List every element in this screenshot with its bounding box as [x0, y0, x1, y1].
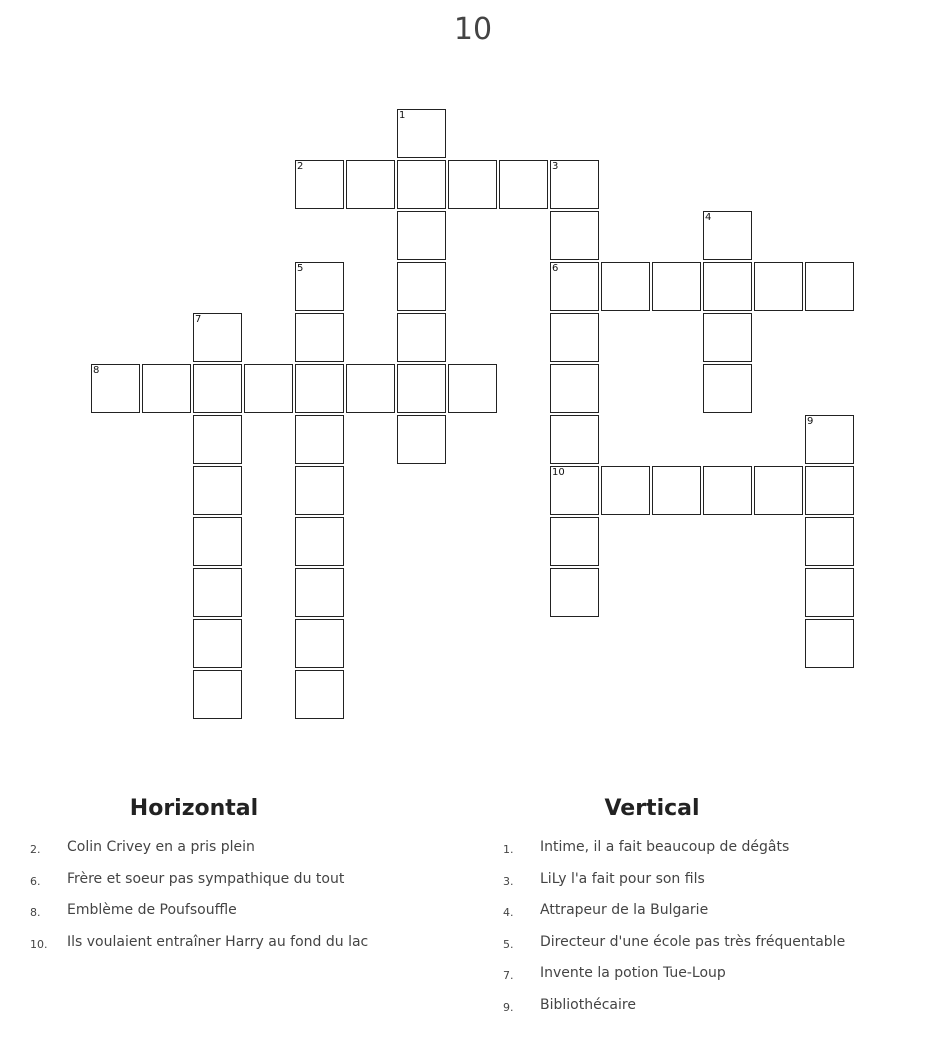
grid-cell[interactable]: [295, 517, 344, 566]
grid-cell[interactable]: [805, 262, 854, 311]
clue-number-label: 1: [399, 110, 406, 121]
clue-number: 3.: [503, 874, 514, 888]
grid-cell[interactable]: [397, 313, 446, 362]
clue-number-label: 10: [552, 467, 565, 478]
clue-number: 6.: [30, 874, 41, 888]
clue-text: Emblème de Poufsouffle: [67, 902, 237, 918]
grid-cell[interactable]: [346, 160, 395, 209]
clue-number-label: 2: [297, 161, 304, 172]
clue-text: LiLy l'a fait pour son fils: [540, 870, 705, 887]
grid-cell[interactable]: [91, 364, 140, 413]
vertical-clue-item[interactable]: [503, 994, 923, 1026]
grid-cell[interactable]: [550, 466, 599, 515]
grid-cell[interactable]: [805, 568, 854, 617]
clue-number-label: 4: [705, 212, 712, 223]
grid-cell[interactable]: [448, 160, 497, 209]
grid-cell[interactable]: [295, 466, 344, 515]
grid-cell[interactable]: [295, 619, 344, 668]
clue-text: Directeur d'une école pas très fréquentable: [540, 933, 846, 950]
grid-cell[interactable]: [448, 364, 497, 413]
grid-cell[interactable]: [397, 262, 446, 311]
grid-cell[interactable]: [652, 466, 701, 515]
grid-cell[interactable]: [550, 313, 599, 362]
vertical-clue-item[interactable]: [503, 836, 923, 868]
grid-cell[interactable]: [142, 364, 191, 413]
grid-cell[interactable]: [295, 568, 344, 617]
grid-cell[interactable]: [295, 160, 344, 209]
vertical-clue-list: [503, 836, 923, 1025]
grid-cell[interactable]: [550, 160, 599, 209]
horizontal-clue-item[interactable]: [30, 899, 470, 931]
grid-cell[interactable]: [754, 466, 803, 515]
grid-cell[interactable]: [550, 517, 599, 566]
grid-cell[interactable]: [703, 364, 752, 413]
clue-number-label: 3: [552, 161, 559, 172]
grid-cell[interactable]: [397, 109, 446, 158]
grid-cell[interactable]: [703, 313, 752, 362]
vertical-clue-item[interactable]: [503, 868, 923, 900]
grid-cell[interactable]: [550, 211, 599, 260]
clue-number: 8.: [30, 906, 41, 919]
grid-cell[interactable]: [550, 415, 599, 464]
clue-text: Bibliothécaire: [540, 996, 636, 1013]
clue-number: 10.: [30, 937, 48, 951]
grid-cell[interactable]: [193, 364, 242, 413]
grid-cell[interactable]: [550, 262, 599, 311]
clue-number: 1.: [503, 843, 514, 856]
grid-cell[interactable]: [805, 619, 854, 668]
horizontal-clue-item[interactable]: [30, 931, 470, 963]
clue-number: 2.: [30, 843, 41, 856]
grid-cell[interactable]: [193, 568, 242, 617]
grid-cell[interactable]: [397, 160, 446, 209]
horizontal-clue-list: [30, 836, 470, 962]
clue-number-label: 7: [195, 314, 202, 325]
grid-cell[interactable]: [601, 262, 650, 311]
clue-number: 7.: [503, 969, 514, 982]
clue-number-label: 9: [807, 416, 814, 427]
grid-cell[interactable]: [295, 364, 344, 413]
clue-number: 9.: [503, 1000, 514, 1014]
clue-text: Intime, il a fait beaucoup de dégâts: [540, 839, 790, 855]
grid-cell[interactable]: [193, 517, 242, 566]
clue-number-label: 6: [552, 263, 559, 274]
grid-cell[interactable]: [295, 415, 344, 464]
grid-cell[interactable]: [397, 364, 446, 413]
grid-cell[interactable]: [805, 517, 854, 566]
clue-text: Frère et soeur pas sympathique du tout: [67, 870, 345, 887]
grid-cell[interactable]: [601, 466, 650, 515]
grid-cell[interactable]: [346, 364, 395, 413]
clue-text: Attrapeur de la Bulgarie: [540, 902, 709, 918]
grid-cell[interactable]: [295, 313, 344, 362]
grid-cell[interactable]: [244, 364, 293, 413]
clue-number-label: 5: [297, 263, 304, 274]
grid-cell[interactable]: [652, 262, 701, 311]
grid-cell[interactable]: [397, 211, 446, 260]
grid-cell[interactable]: [703, 211, 752, 260]
grid-cell[interactable]: [193, 466, 242, 515]
clue-text: Ils voulaient entraîner Harry au fond du lac: [67, 933, 369, 950]
vertical-heading: Vertical: [604, 796, 700, 821]
clue-number: 4.: [503, 906, 514, 919]
grid-cell[interactable]: [295, 262, 344, 311]
clue-text: Colin Crivey en a pris plein: [67, 839, 255, 855]
vertical-clue-item[interactable]: [503, 962, 923, 994]
grid-cell[interactable]: [805, 466, 854, 515]
horizontal-clue-item[interactable]: [30, 836, 470, 868]
grid-cell[interactable]: [193, 415, 242, 464]
grid-cell[interactable]: [703, 466, 752, 515]
grid-cell[interactable]: [499, 160, 548, 209]
page-title: 10: [453, 12, 493, 47]
grid-cell[interactable]: [703, 262, 752, 311]
grid-cell[interactable]: [550, 568, 599, 617]
clue-text: Invente la potion Tue-Loup: [540, 965, 726, 981]
vertical-clue-item[interactable]: [503, 899, 923, 931]
clue-number-label: 8: [93, 365, 100, 376]
grid-cell[interactable]: [295, 670, 344, 719]
grid-cell[interactable]: [550, 364, 599, 413]
grid-cell[interactable]: [754, 262, 803, 311]
clue-number: 5.: [503, 937, 514, 951]
grid-cell[interactable]: [805, 415, 854, 464]
grid-cell[interactable]: [397, 415, 446, 464]
horizontal-clue-item[interactable]: [30, 868, 470, 900]
horizontal-heading: Horizontal: [129, 796, 259, 821]
vertical-clue-item[interactable]: [503, 931, 923, 963]
grid-cell[interactable]: [193, 670, 242, 719]
grid-cell[interactable]: [193, 313, 242, 362]
grid-cell[interactable]: [193, 619, 242, 668]
